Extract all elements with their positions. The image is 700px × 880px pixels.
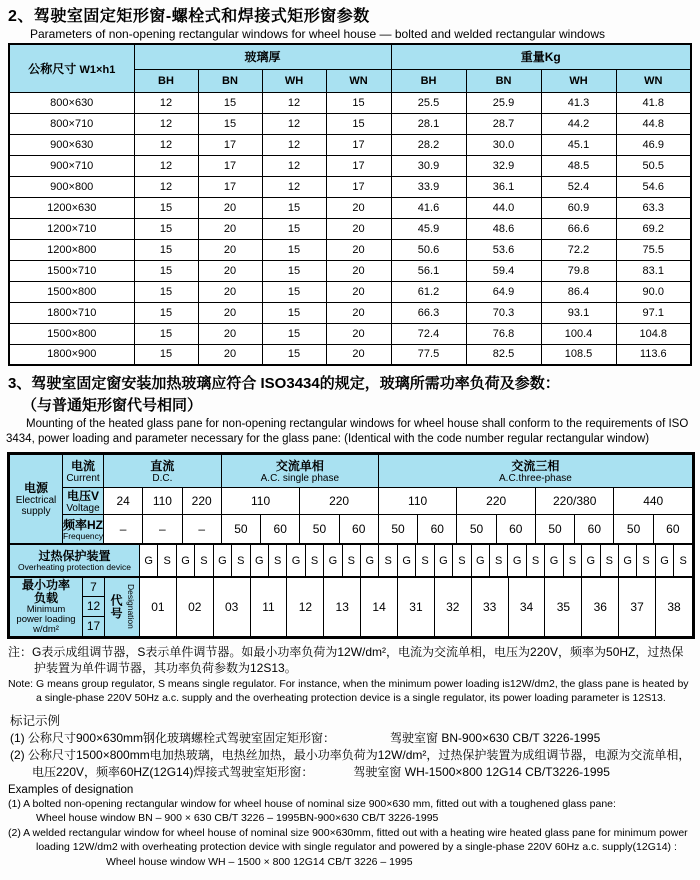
overheating-protection-header (10, 545, 140, 577)
voltage-value: 110 (143, 488, 182, 515)
min-power-label-zh2: 负载 (33, 590, 58, 605)
cell-glass-wn: 20 (326, 239, 391, 260)
cell-glass-bh: 12 (134, 176, 198, 197)
designation-code-cell: 37 (619, 578, 656, 637)
cell-glass-wh: 15 (262, 281, 326, 302)
frequency-label-zh: 频率HZ (63, 517, 103, 532)
cell-weight-bh: 30.9 (391, 155, 466, 176)
cell-weight-wn: 44.8 (616, 113, 691, 134)
cell-glass-wn: 17 (326, 134, 391, 155)
frequency-value: 50 (378, 515, 417, 544)
regulator-type-cell: S (416, 545, 434, 577)
voltage-value: 110 (221, 488, 300, 515)
section3-title-line1: 3、驾驶室固定窗安装加热玻璃应符合 ISO3434的规定，玻璃所需功率负荷及参数： (8, 375, 560, 392)
nominal-size-label-zh: 公称尺寸 (28, 61, 77, 76)
voltage-value: 220 (300, 488, 379, 515)
section3-title-line2: （与普通矩形窗代号相同） (22, 397, 203, 414)
cell-weight-bh: 72.4 (391, 323, 466, 344)
cell-weight-bn: 82.5 (466, 344, 541, 365)
current-label-zh: 电流 (70, 458, 95, 473)
regulator-type-cell: S (637, 545, 655, 577)
cell-weight-wh: 45.1 (541, 134, 616, 155)
overheat-label-en: Overheating protection device (18, 562, 131, 572)
cell-glass-bh: 12 (134, 155, 198, 176)
cell-weight-bh: 33.9 (391, 176, 466, 197)
col-header-weight: 重量Kg (391, 44, 691, 69)
min-power-unit: w/dm² (33, 623, 59, 635)
cell-weight-bn: 53.6 (466, 239, 541, 260)
cell-nominal-size: 1200×800 (9, 239, 134, 260)
cell-glass-wn: 17 (326, 176, 391, 197)
table-row (9, 344, 691, 365)
cell-weight-bh: 61.2 (391, 281, 466, 302)
sub-header-cell: WH (541, 69, 616, 92)
table-row (9, 134, 691, 155)
cell-glass-wh: 15 (262, 239, 326, 260)
frequency-value: 60 (575, 515, 614, 544)
cell-weight-wn: 75.5 (616, 239, 691, 260)
regulator-type-cell: G (397, 545, 415, 577)
voltage-value: 220 (457, 488, 536, 515)
frequency-value: – (104, 515, 143, 544)
frequency-value: – (143, 515, 182, 544)
cell-nominal-size: 900×800 (9, 176, 134, 197)
cell-glass-bh: 12 (134, 113, 198, 134)
regulator-type-cell: S (379, 545, 397, 577)
sub-header-cell: BN (198, 69, 262, 92)
regulator-type-cell: S (305, 545, 323, 577)
section2-title: 2、驾驶室固定矩形窗-螺栓式和焊接式矩形窗参数 (8, 8, 370, 25)
cell-weight-wh: 44.2 (541, 113, 616, 134)
frequency-value: 60 (418, 515, 457, 544)
cell-weight-wn: 104.8 (616, 323, 691, 344)
cell-glass-wh: 12 (262, 113, 326, 134)
min-power-label-en1: Minimum (26, 603, 66, 615)
cell-weight-bn: 64.9 (466, 281, 541, 302)
electrical-supply-subtable (9, 454, 693, 544)
cell-nominal-size: 1500×800 (9, 323, 134, 344)
cell-glass-bn: 20 (198, 239, 262, 260)
cell-glass-bh: 15 (134, 281, 198, 302)
ac-single-phase-header (221, 455, 378, 488)
designation-code-cell: 14 (361, 578, 398, 637)
cell-glass-bh: 15 (134, 218, 198, 239)
regulator-type-cell: G (471, 545, 489, 577)
cell-glass-wh: 15 (262, 197, 326, 218)
note-zh: 注：G表示成组调节器，S表示单件调节器。如最小功率负荷为12W/dm²，电流为交流单相，电压为220V，频率为50HZ，过热保护装置为单件调节器，其功率负荷参数为12S13。 (8, 644, 684, 675)
heating-parameters-table (7, 452, 695, 639)
cell-weight-bh: 28.2 (391, 134, 466, 155)
section2-subtitle-en: Parameters of non-opening rectangular windows for wheel house — bolted and welded rectangular windows (30, 27, 606, 41)
cell-weight-bh: 56.1 (391, 260, 466, 281)
example-en-1: (1) A bolted non-opening rectangular window for wheel house of nominal size 900×630 mm, fitted out with a toughened glass pane: (8, 797, 616, 810)
frequency-value: 50 (457, 515, 496, 544)
cell-glass-bn: 20 (198, 302, 262, 323)
cell-weight-bh: 41.6 (391, 197, 466, 218)
table-row (9, 302, 691, 323)
frequency-header (63, 515, 104, 544)
cell-nominal-size: 1800×900 (9, 344, 134, 365)
cell-weight-wh: 66.6 (541, 218, 616, 239)
loading-value: 17 (86, 618, 101, 633)
cell-weight-bh: 25.5 (391, 92, 466, 113)
cell-glass-bn: 20 (198, 344, 262, 365)
cell-glass-wh: 12 (262, 176, 326, 197)
nominal-size-symbol: W1×h1 (79, 63, 116, 76)
cell-glass-bn: 20 (198, 281, 262, 302)
window-parameters-table (8, 43, 692, 366)
voltage-value: 440 (614, 488, 693, 515)
table-row (9, 92, 691, 113)
cell-glass-wh: 12 (262, 155, 326, 176)
designation-code-cell: 11 (250, 578, 287, 637)
electrical-supply-header (10, 455, 63, 544)
voltage-header (63, 488, 104, 515)
regulator-type-cell: G (582, 545, 600, 577)
regulator-type-cell: S (674, 545, 693, 577)
cell-weight-bn: 36.1 (466, 176, 541, 197)
cell-weight-wn: 41.8 (616, 92, 691, 113)
frequency-label-en: Frequency (63, 530, 104, 541)
cell-glass-wh: 15 (262, 218, 326, 239)
cell-glass-bh: 15 (134, 239, 198, 260)
regulator-type-cell: G (361, 545, 379, 577)
table-row (9, 155, 691, 176)
example-zh-2-label: (2) 公称尺寸1500×800mm电加热玻璃，电热丝加热，最小功率负荷为12W/dm²，过热保护装置为成组调节器，电源为交流单相，电压220V，频率60HZ(12G14)焊接式驾驶室矩形窗： (10, 747, 691, 779)
examples-title-zh: 标记示例 (10, 713, 61, 728)
regulator-type-cell: S (526, 545, 544, 577)
cell-nominal-size: 1500×800 (9, 281, 134, 302)
cell-weight-bh: 50.6 (391, 239, 466, 260)
dc-label-zh: 直流 (150, 458, 175, 473)
overheating-protection-subtable (9, 544, 693, 577)
cell-weight-bn: 44.0 (466, 197, 541, 218)
table-row (9, 113, 691, 134)
cell-weight-bn: 32.9 (466, 155, 541, 176)
dc-label-en: D.C. (152, 472, 173, 484)
cell-weight-wh: 48.5 (541, 155, 616, 176)
cell-nominal-size: 1500×710 (9, 260, 134, 281)
regulator-type-cell: G (176, 545, 194, 577)
current-type-row (10, 455, 693, 488)
cell-glass-wh: 12 (262, 92, 326, 113)
regulator-type-cell: G (655, 545, 673, 577)
col-header-glass-thickness: 玻璃厚 (134, 44, 391, 69)
frequency-value: 50 (614, 515, 653, 544)
cell-weight-wn: 69.2 (616, 218, 691, 239)
electrical-supply-label-en: Electrical supply (15, 495, 57, 517)
cell-glass-wn: 17 (326, 155, 391, 176)
cell-glass-bn: 20 (198, 323, 262, 344)
frequency-row (10, 515, 693, 544)
table-row (9, 197, 691, 218)
frequency-value: 50 (221, 515, 260, 544)
designation-code-cell: 03 (213, 578, 250, 637)
cell-weight-bn: 25.9 (466, 92, 541, 113)
voltage-label-zh: 电压V (66, 488, 99, 503)
voltage-row (10, 488, 693, 515)
cell-weight-wn: 46.9 (616, 134, 691, 155)
designation-code-cell: 12 (287, 578, 324, 637)
cell-weight-wn: 54.6 (616, 176, 691, 197)
regulator-type-cell: S (342, 545, 360, 577)
cell-glass-bh: 12 (134, 134, 198, 155)
cell-nominal-size: 900×710 (9, 155, 134, 176)
document-page (0, 3, 700, 880)
min-power-loading-header (10, 578, 83, 637)
designation-header (105, 578, 140, 637)
min-power-label-en2: power loading (16, 613, 76, 625)
cell-glass-bn: 20 (198, 260, 262, 281)
voltage-label-en: Voltage (66, 502, 100, 514)
cell-nominal-size: 1200×710 (9, 218, 134, 239)
example-zh-2-value: 驾驶室窗 WH-1500×800 12G14 CB/T3226-1995 (353, 764, 610, 779)
cell-weight-wn: 50.5 (616, 155, 691, 176)
loading-value: 7 (83, 578, 104, 597)
examples-title-en: Examples of designation (8, 783, 134, 796)
table-row (9, 260, 691, 281)
cell-weight-wh: 52.4 (541, 176, 616, 197)
regulator-type-cell: S (563, 545, 581, 577)
regulator-type-cell: G (287, 545, 305, 577)
cell-glass-wn: 20 (326, 218, 391, 239)
sub-header-cell: BH (134, 69, 198, 92)
cell-glass-bn: 17 (198, 134, 262, 155)
cell-glass-bh: 15 (134, 302, 198, 323)
sub-header-cell: WN (616, 69, 691, 92)
frequency-value: 60 (339, 515, 378, 544)
current-header (63, 455, 104, 488)
table-row (9, 281, 691, 302)
cell-glass-bh: 15 (134, 323, 198, 344)
cell-glass-wn: 20 (326, 197, 391, 218)
cell-weight-wn: 63.3 (616, 197, 691, 218)
cell-glass-bn: 17 (198, 155, 262, 176)
ac1-label-en: A.C. single phase (260, 472, 340, 484)
regulator-type-cell: S (232, 545, 250, 577)
table-row (9, 239, 691, 260)
example-zh-2 (10, 747, 694, 781)
regulator-type-cell: G (213, 545, 231, 577)
frequency-value: 50 (300, 515, 339, 544)
cell-glass-bn: 15 (198, 113, 262, 134)
cell-weight-bn: 76.8 (466, 323, 541, 344)
voltage-value: 220/380 (535, 488, 614, 515)
cell-glass-bn: 15 (198, 92, 262, 113)
frequency-value: 60 (653, 515, 692, 544)
loading-values-column (83, 578, 105, 637)
ac3-label-zh: 交流三相 (511, 458, 560, 473)
sub-header-cell: BH (391, 69, 466, 92)
cell-glass-bn: 20 (198, 218, 262, 239)
col-header-nominal-size (9, 44, 134, 92)
cell-glass-wn: 20 (326, 323, 391, 344)
cell-glass-wn: 20 (326, 302, 391, 323)
frequency-value: 60 (261, 515, 300, 544)
designation-row (10, 578, 693, 637)
regulator-type-cell: S (268, 545, 286, 577)
cell-nominal-size: 900×630 (9, 134, 134, 155)
cell-glass-wh: 15 (262, 344, 326, 365)
overheat-label-zh: 过热保护装置 (38, 549, 111, 563)
cell-glass-bh: 15 (134, 197, 198, 218)
min-power-label-zh1: 最小功率 (21, 577, 70, 592)
cell-weight-wn: 97.1 (616, 302, 691, 323)
designation-label-en: Designation (126, 584, 136, 630)
regulator-type-cell: S (600, 545, 618, 577)
designation-code-cell: 35 (545, 578, 582, 637)
window-parameters-body (9, 92, 691, 365)
cell-weight-bn: 30.0 (466, 134, 541, 155)
voltage-value: 110 (378, 488, 457, 515)
cell-weight-wn: 90.0 (616, 281, 691, 302)
cell-glass-wh: 15 (262, 302, 326, 323)
cell-weight-bn: 70.3 (466, 302, 541, 323)
cell-weight-wn: 113.6 (616, 344, 691, 365)
voltage-value: 24 (104, 488, 143, 515)
sub-header-cell: BN (466, 69, 541, 92)
loading-value: 12 (83, 597, 104, 616)
cell-weight-bn: 59.4 (466, 260, 541, 281)
example-zh-1-value: 驾驶室窗 BN-900×630 CB/T 3226-1995 (390, 730, 601, 745)
cell-glass-bn: 17 (198, 176, 262, 197)
regulator-type-cell: G (250, 545, 268, 577)
cell-glass-wh: 15 (262, 323, 326, 344)
cell-glass-wn: 15 (326, 113, 391, 134)
cell-nominal-size: 800×710 (9, 113, 134, 134)
designation-code-cell: 13 (324, 578, 361, 637)
voltage-value: 220 (182, 488, 221, 515)
table-row (9, 176, 691, 197)
cell-glass-bh: 15 (134, 260, 198, 281)
example-zh-1 (10, 730, 694, 747)
table-row (9, 218, 691, 239)
table-row (9, 323, 691, 344)
cell-weight-wh: 72.2 (541, 239, 616, 260)
cell-weight-wh: 100.4 (541, 323, 616, 344)
cell-weight-wh: 108.5 (541, 344, 616, 365)
cell-glass-wn: 15 (326, 92, 391, 113)
sub-header-cell: WH (262, 69, 326, 92)
cell-glass-wn: 20 (326, 344, 391, 365)
regulator-type-cell: G (545, 545, 563, 577)
regulator-type-cell: G (434, 545, 452, 577)
note-en: Note: G means group regulator, S means single regulator. For instance, when the minimum power loading is12W/dm2, the glass pane is heated by a single-phase 220V 50Hz a.c. supply and the overheating protection device is a single regulator, its power loading parameter is 12S13. (8, 677, 689, 704)
designation-code-cell: 32 (434, 578, 471, 637)
example-en-2-text: (2) A welded rectangular window for wheel house of nominal size 900×630mm, fitted out with a heating wire heated glass pane for minimum power loading 12W/dm2 with overheating protection device with single regulator and powered by a single-phase 220V 60Hz a.c. supply(12G14) : (8, 826, 688, 854)
regulator-type-cell: S (490, 545, 508, 577)
ac1-label-zh: 交流单相 (275, 458, 324, 473)
designation-code-cell: 02 (176, 578, 213, 637)
regulator-type-cell: G (324, 545, 342, 577)
cell-nominal-size: 800×630 (9, 92, 134, 113)
cell-weight-bh: 45.9 (391, 218, 466, 239)
cell-weight-bn: 28.7 (466, 113, 541, 134)
cell-glass-wh: 12 (262, 134, 326, 155)
cell-glass-wh: 15 (262, 260, 326, 281)
overheating-protection-row (10, 545, 693, 577)
sub-header-cell: WN (326, 69, 391, 92)
cell-nominal-size: 1800×710 (9, 302, 134, 323)
example-en-2-value: Wheel house window WH – 1500 × 800 12G14 CB/T 3226 – 1995 (106, 855, 413, 868)
designation-code-cell: 31 (398, 578, 435, 637)
cell-glass-bh: 15 (134, 344, 198, 365)
ac3-label-en: A.C.three-phase (499, 472, 572, 484)
regulator-type-cell: S (158, 545, 176, 577)
cell-weight-wh: 86.4 (541, 281, 616, 302)
cell-weight-bn: 48.6 (466, 218, 541, 239)
designation-code-cell: 38 (656, 578, 693, 637)
cell-nominal-size: 1200×630 (9, 197, 134, 218)
cell-weight-wn: 83.1 (616, 260, 691, 281)
designation-code-cell: 33 (471, 578, 508, 637)
regulator-type-cell: G (140, 545, 158, 577)
cell-weight-wh: 79.8 (541, 260, 616, 281)
cell-weight-wh: 60.9 (541, 197, 616, 218)
designation-subtable (9, 577, 693, 637)
cell-glass-bh: 12 (134, 92, 198, 113)
header-row-1 (9, 44, 691, 69)
regulator-type-cell: G (618, 545, 636, 577)
cell-glass-wn: 20 (326, 281, 391, 302)
designation-code-cell: 34 (508, 578, 545, 637)
cell-weight-wh: 41.3 (541, 92, 616, 113)
example-zh-1-label: (1) 公称尺寸900×630mm钢化玻璃螺栓式驾驶室固定矩形窗： (10, 730, 336, 745)
electrical-supply-label-zh: 电源 (23, 481, 48, 495)
cell-weight-bh: 28.1 (391, 113, 466, 134)
regulator-type-cell: S (453, 545, 471, 577)
example-en-2 (8, 826, 694, 870)
regulator-type-cell: S (195, 545, 213, 577)
cell-weight-bh: 66.3 (391, 302, 466, 323)
frequency-value: 50 (535, 515, 574, 544)
cell-weight-wh: 93.1 (541, 302, 616, 323)
designation-label-zh: 代号 (109, 593, 123, 620)
designation-code-cell: 01 (140, 578, 177, 637)
regulator-type-cell: G (508, 545, 526, 577)
current-label-en: Current (66, 472, 100, 484)
dc-header (104, 455, 222, 488)
cell-weight-bh: 77.5 (391, 344, 466, 365)
frequency-value: 60 (496, 515, 535, 544)
example-en-1-value: Wheel house window BN – 900 × 630 CB/T 3226 – 1995BN-900×630 CB/T 3226-1995 (36, 812, 439, 825)
cell-glass-bn: 20 (198, 197, 262, 218)
frequency-value: – (182, 515, 221, 544)
designation-code-cell: 36 (582, 578, 619, 637)
section3-paragraph-en: Mounting of the heated glass pane for non-opening rectangular windows for wheel house shall conform to the requirements of ISO 3434, power loading and parameter necessary for the glass pane: (Identical with the code number regular rectangular window) (6, 418, 689, 445)
ac-three-phase-header (378, 455, 692, 488)
cell-glass-wn: 20 (326, 260, 391, 281)
